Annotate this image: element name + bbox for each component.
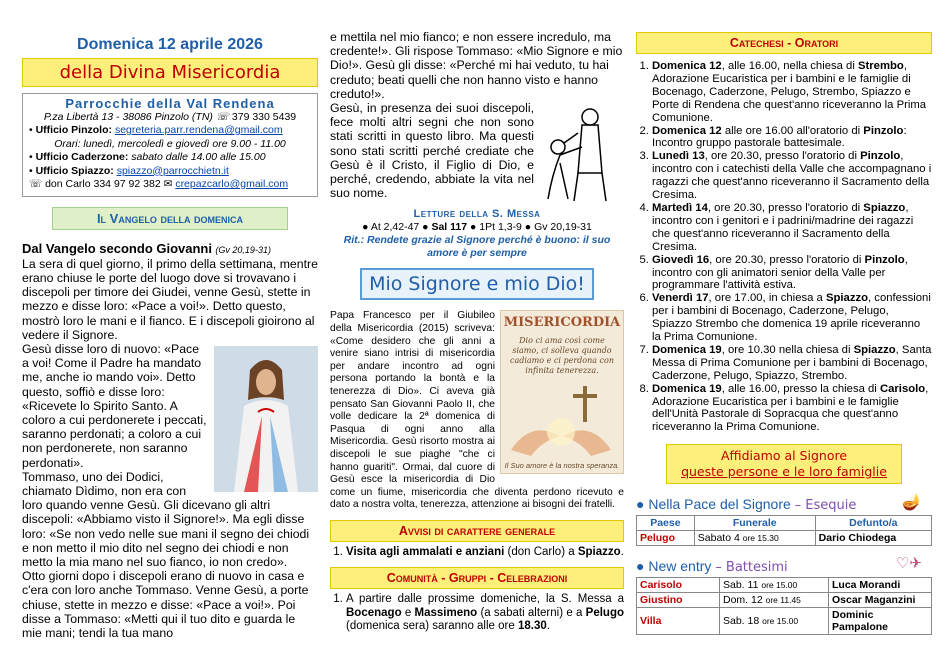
readings-title: Letture della S. Messa: [413, 208, 541, 221]
catechesi-rest: , incontro con i genitori e i padrini/madrine dei ragazzi che quest'anno riceveranno il Sacramento della Cresima.: [652, 201, 914, 253]
catechesi-list: [636, 60, 932, 434]
table-row: [637, 593, 932, 608]
esequie-header-row: [637, 516, 932, 531]
office-pinzolo-label: Ufficio Pinzolo:: [35, 124, 113, 136]
reading-2: Sal 117: [431, 221, 468, 234]
affidiamo-banner: [666, 444, 902, 484]
catechesi-day: Lunedì 13: [652, 150, 705, 163]
affidiamo-line-1: Affidiamo al Signore: [720, 448, 848, 464]
office-caderzone: • Ufficio Caderzone: sabato dalle 14.00 alle 15.00: [29, 151, 266, 163]
comunita-banner: Comunità - Gruppi - Celebrazioni: [330, 567, 624, 589]
catechesi-place: Carisolo: [879, 382, 926, 395]
gospel-paragraph-3: Tommaso, uno dei Dodici, chiamato Dìdimo, non era con loro quando venne Gesù. Gli dicevano gli altri discepoli: «Abbiamo visto il Signore!». Ma egli disse loro: «Se non vedo nelle sue mani il segno dei chiodi e non metto il mio dito nel segno dei chiodi e non metto la mia mano nel suo fianco, io non credo».: [22, 469, 310, 569]
entry-heading: [636, 555, 932, 576]
heart-plane-icon: ♡✈: [895, 555, 922, 573]
office-caderzone-hours: sabato dalle 14.00 alle 15.00: [131, 151, 266, 163]
column-middle: [330, 0, 624, 634]
comunita-place-bocenago: Bocenago: [346, 606, 402, 619]
battesimo-giorno: Dom. 12: [723, 594, 763, 607]
phone-icon: ☏: [215, 110, 229, 123]
comunita-text-i: .: [546, 620, 550, 633]
avvisi-item: [346, 546, 624, 560]
catechesi-rest: , incontro con gli animatori senior della Valle per programmare l'attività estiva.: [652, 253, 908, 292]
catechesi-item-3: [652, 150, 932, 202]
don-carlo-phone: don Carlo 334 97 92 382: [45, 178, 161, 190]
entry-subtitle: – Battesimi: [715, 560, 788, 576]
gospel-paragraph-1: La sera di quel giorno, il primo della settimana, mentre erano chiuse le porte del luogo dove si trovavano i discepoli per timore dei Giudei, venne Gesù, stette in mezzo e disse loro: «Pace a voi!». Detto questo, mostrò loro le mani e il fianco. E i discepoli gioirono al vedere il Signore.: [22, 256, 318, 342]
avvisi-list: [330, 546, 624, 560]
mail-icon: ✉: [163, 178, 173, 190]
catechesi-place: Spiazzo: [825, 292, 869, 305]
parish-title: Parrocchie della Val Rendena: [65, 96, 275, 111]
oil-lamp-icon: 🪔: [902, 494, 922, 512]
esequie-funerale: [694, 531, 815, 546]
battesimo-giorno: Sab. 18: [723, 615, 760, 628]
refrain-text: Rendete grazie al Signore perché è buono: il suo amore è per sempre: [367, 234, 611, 260]
refrain: [330, 234, 624, 260]
comunita-text-a: A partire dalle prossime domeniche, la S. Messa a: [346, 593, 624, 606]
refrain-label: Rit.:: [343, 234, 365, 247]
mio-signore-banner: Mio Signore e mio Dio!: [360, 268, 594, 300]
catechesi-item-1: [652, 60, 932, 125]
office-caderzone-label: Ufficio Caderzone:: [35, 151, 129, 163]
catechesi-place: Pinzolo: [864, 253, 905, 266]
bullet-icon: ●: [636, 496, 645, 513]
divine-mercy-icon: [214, 346, 318, 492]
battesimo-nome: Luca Morandi: [829, 578, 932, 593]
table-row: [637, 531, 932, 546]
battesimo-ora: ore 15.00: [762, 616, 799, 627]
catechesi-rest: , Santa Messa di Prima Comunione per i bambini di Bocenago, Caderzone, Pelugo, Spiazzo, Strembo.: [652, 343, 932, 382]
column-left: [22, 0, 318, 640]
catechesi-place: Strembo: [857, 60, 904, 72]
col-header-paese: Paese: [637, 516, 695, 531]
battesimo-nome: Dominic Pampalone: [829, 608, 932, 635]
battesimo-paese: Villa: [637, 608, 720, 635]
pace-subtitle: – Esequie: [794, 498, 857, 514]
office-pinzolo-hours: Orari: lunedì, mercoledì e giovedì ore 9.00 - 11.00: [54, 137, 286, 150]
divine-mercy-image: [214, 346, 318, 492]
affidiamo-line-2: queste persone e le loro famiglie: [681, 464, 887, 480]
gospel-paragraph-2: Gesù disse loro di nuovo: «Pace a voi! Come il Padre ha mandato me, anche io mando voi». Detto questo, soffiò e disse loro: «Ricevete lo Spirito Santo. A coloro a cui perdonerete i peccati, saranno perdonati; a coloro a cui non perdonerete, non saranno perdonati».: [22, 341, 207, 470]
avvisi-banner: Avvisi di carattere generale: [330, 520, 624, 542]
comunita-place-pelugo: Pelugo: [585, 606, 624, 619]
avvisi-item-end: .: [620, 545, 624, 558]
gospel-ref: (Gv 20,19-31): [215, 244, 271, 255]
catechesi-banner: Catechesi - Oratori: [636, 32, 932, 54]
table-row: [637, 578, 932, 593]
gospel-section: [22, 242, 318, 641]
catechesi-item-8: [652, 383, 932, 435]
catechesi-rest: , incontro con i catechisti della Valle che accompagnano i ragazzi che quest'anno riceveranno il Sacramento della Cresima.: [652, 150, 932, 202]
bullet-icon: ●: [636, 558, 645, 575]
catechesi-day: Martedì 14: [652, 201, 708, 214]
page-date: Domenica 12 aprile 2026: [77, 36, 263, 53]
comunita-time: 18.30: [517, 620, 547, 633]
office-spiazzo: • Ufficio Spiazzo: spiazzo@parrocchietn.it: [29, 164, 229, 177]
mass-readings: [330, 208, 624, 260]
parish-info-box: [22, 93, 318, 197]
comunita-text-c: e: [401, 606, 415, 619]
catechesi-item-2: [652, 125, 932, 151]
reading-4: Gv 20,19-31: [534, 221, 592, 234]
catechesi-text: , ore 20.30, presso l'oratorio di: [707, 201, 864, 214]
esequie-paese: Pelugo: [637, 531, 695, 546]
readings-list: ● At 2,42-47 ● Sal 117 ● 1Pt 1,3-9 ● Gv 20,19-31: [362, 221, 592, 234]
catechesi-day: Domenica 19: [652, 343, 722, 356]
office-pinzolo: • Ufficio Pinzolo: segreteria.parr.rendena@gmail.com: [29, 124, 283, 136]
misericordia-image-title: MISERICORDIA: [503, 315, 621, 331]
catechesi-day: Domenica 12: [652, 60, 722, 72]
comunita-text-e: (a sabati alterni) e a: [477, 606, 586, 619]
catechesi-text: , ore 17.00, in chiesa a: [708, 292, 826, 305]
catechesi-day: Venerdì 17: [652, 292, 709, 305]
esequie-ora: ore 15.30: [742, 533, 779, 544]
pace-title: Nella Pace del Signore: [648, 496, 791, 513]
gospel-banner: Il Vangelo della domenica: [52, 207, 288, 230]
comunita-list: [330, 593, 624, 634]
catechesi-text: , alle 16.00, nella chiesa di: [721, 60, 858, 72]
thomas-icon: [538, 103, 624, 203]
catechesi-place: Pinzolo: [863, 124, 904, 137]
catechesi-place: Spiazzo: [863, 201, 906, 214]
col-header-funerale: Funerale: [694, 516, 815, 531]
office-pinzolo-email[interactable]: segreteria.parr.rendena@gmail.com: [114, 124, 283, 136]
table-row: [637, 608, 932, 635]
col-header-defunto: Defunto/a: [815, 516, 931, 531]
pace-heading: [636, 496, 932, 513]
esequie-table: [636, 515, 932, 546]
reading-1: At 2,42-47: [370, 221, 420, 234]
parish-address: P.za Libertà 13 - 38086 Pinzolo (TN): [43, 110, 213, 123]
catechesi-text: , alle 16.00, presso la chiesa di: [721, 382, 880, 395]
office-spiazzo-email[interactable]: spiazzo@parrocchietn.it: [116, 164, 229, 177]
catechesi-text: , ore 20.30, presso l'oratorio di: [709, 253, 865, 266]
esequie-nome: Dario Chiodega: [815, 531, 931, 546]
avvisi-item-rest: (don Carlo) a: [504, 545, 578, 558]
comunita-text-g: (domenica sera) saranno alle ore: [346, 620, 518, 633]
catechesi-text: , ore 20.30, presso l'oratorio di: [704, 150, 861, 163]
gospel-paragraph-6: Gesù, in presenza dei suoi discepoli, fece molti altri segni che non sono stati scritti in questo libro. Ma questi sono stati scritti perché crediate che Gesù è il Cristo, il Figlio di Dio, e perché, credendo, abbiate la vita nel suo nome.: [330, 101, 534, 201]
catechesi-rest: , Adorazione Eucaristica per i bambini e le famiglie dell'Unità Pastorale di Sopracqua che quest'anno riceveranno la Prima Comunione.: [652, 382, 929, 434]
avvisi-item-bold: Visita agli ammalati e anziani: [346, 545, 505, 558]
esequie-giorno: Sabato 4: [697, 532, 740, 545]
reading-3: 1Pt 1,3-9: [479, 221, 522, 234]
catechesi-item-7: [652, 344, 932, 383]
avvisi-item-place: Spiazzo: [577, 545, 621, 558]
misericordia-image-footer: Il Suo amore è la nostra speranza.: [504, 461, 620, 471]
phone-icon: ☏: [29, 178, 43, 190]
catechesi-place: Spiazzo: [853, 343, 896, 356]
gospel-paragraph-5: e mettila nel mio fianco; e non essere incredulo, ma credente!». Gli rispose Tommaso: «Mio Signore e mio Dio!». Gesù gli disse: «Perché mi hai veduto, tu hai creduto; beati quelli che non hanno visto e hanno creduto!».: [330, 30, 623, 101]
catechesi-rest: , confessioni per i bambini di Bocenago, Caderzone, Pelugo, Spiazzo Strembo che domenica 19 aprile riceveranno la Prima Comunione.: [652, 292, 931, 344]
misericordia-image-quote: Dio ci ama così come siamo, ci solleva quando cadiamo e ci perdona con infinita tenerezza.: [509, 336, 615, 376]
battesimo-giorno: Sab. 11: [723, 579, 759, 592]
battesimo-data: [720, 593, 829, 608]
catechesi-rest: : Incontro gruppo pastorale battesimale.: [652, 124, 907, 150]
mercy-reflection: [330, 310, 624, 512]
feast-banner: della Divina Misericordia: [22, 58, 318, 87]
comunita-place-massimeno: Massimeno: [414, 606, 478, 619]
catechesi-day: Giovedì 16: [652, 253, 710, 266]
catechesi-place: Pinzolo: [860, 150, 901, 163]
catechesi-item-5: [652, 254, 932, 293]
catechesi-text: alle ore 16.00 all'oratorio di: [721, 124, 864, 137]
hands-cross-icon: [501, 380, 621, 460]
catechesi-text: , ore 10.30 nella chiesa di: [721, 343, 854, 356]
battesimo-ora: ore 11.45: [765, 595, 801, 606]
catechesi-item-4: [652, 202, 932, 254]
battesimo-paese: Giustino: [637, 593, 720, 608]
mercy-text: Papa Francesco per il Giubileo della Misericordia (2015) scriveva: «Come desidero che gli anni a venire siano intrisi di misericordia per andare incontro ad ogni persona portando la bontà e la tenerezza di Dio». Ci aveva già pensato San Giovanni Paolo II, che volle dedicare la 2ª domenica di Pasqua di ogni anno alla Misericordia. Gesù risorto mostra ai discepoli le sue piaghe "che ci hanno guariti". Ormai, dal cuore di Gesù esce la misericordia di Dio come un fiume, misericordia che diventa perdono ricevuto e dato a nostra volta, tenerezza, attenzione ai bisogni dei fratelli.: [330, 310, 624, 511]
office-spiazzo-label: Ufficio Spiazzo:: [35, 164, 114, 177]
gospel-title: Dal Vangelo secondo Giovanni: [22, 240, 212, 256]
gospel-paragraph-4: Otto giorni dopo i discepoli erano di nuovo in casa e c'era con loro anche Tommaso. Venne Gesù, a porte chiuse, stette in mezzo e disse: «Pace a voi!». Poi disse a Tommaso: «Metti qui il tuo dito e guarda le mie mani; tendi la tua mano: [22, 569, 309, 640]
parish-phone: 379 330 5439: [231, 110, 297, 123]
catechesi-rest: , Adorazione Eucaristica per i bambini e le famiglie di Bocenago, Caderzone, Pelugo, Strembo, Spiazzo e Porte di Rendena che quest'anno riceveranno la Prima Comunione.: [652, 60, 927, 124]
thomas-image: [538, 103, 624, 203]
battesimi-table: [636, 577, 932, 635]
don-carlo-email[interactable]: crepazcarlo@gmail.com: [175, 178, 289, 190]
parish-address-line: [29, 111, 311, 125]
catechesi-day: Domenica 12: [652, 124, 722, 137]
don-carlo-contact: [29, 178, 311, 192]
catechesi-day: Domenica 19: [652, 382, 722, 395]
battesimo-data: [720, 608, 829, 635]
catechesi-item-6: [652, 292, 932, 344]
battesimo-ora: ore 15.00: [761, 580, 798, 591]
comunita-item: [346, 593, 624, 634]
battesimo-paese: Carisolo: [637, 578, 720, 593]
battesimo-nome: Oscar Maganzini: [829, 593, 932, 608]
gospel-continued: [330, 30, 624, 200]
misericordia-image: [500, 310, 624, 474]
battesimo-data: [720, 578, 829, 593]
entry-title: New entry: [648, 558, 712, 575]
column-right: [636, 0, 932, 635]
